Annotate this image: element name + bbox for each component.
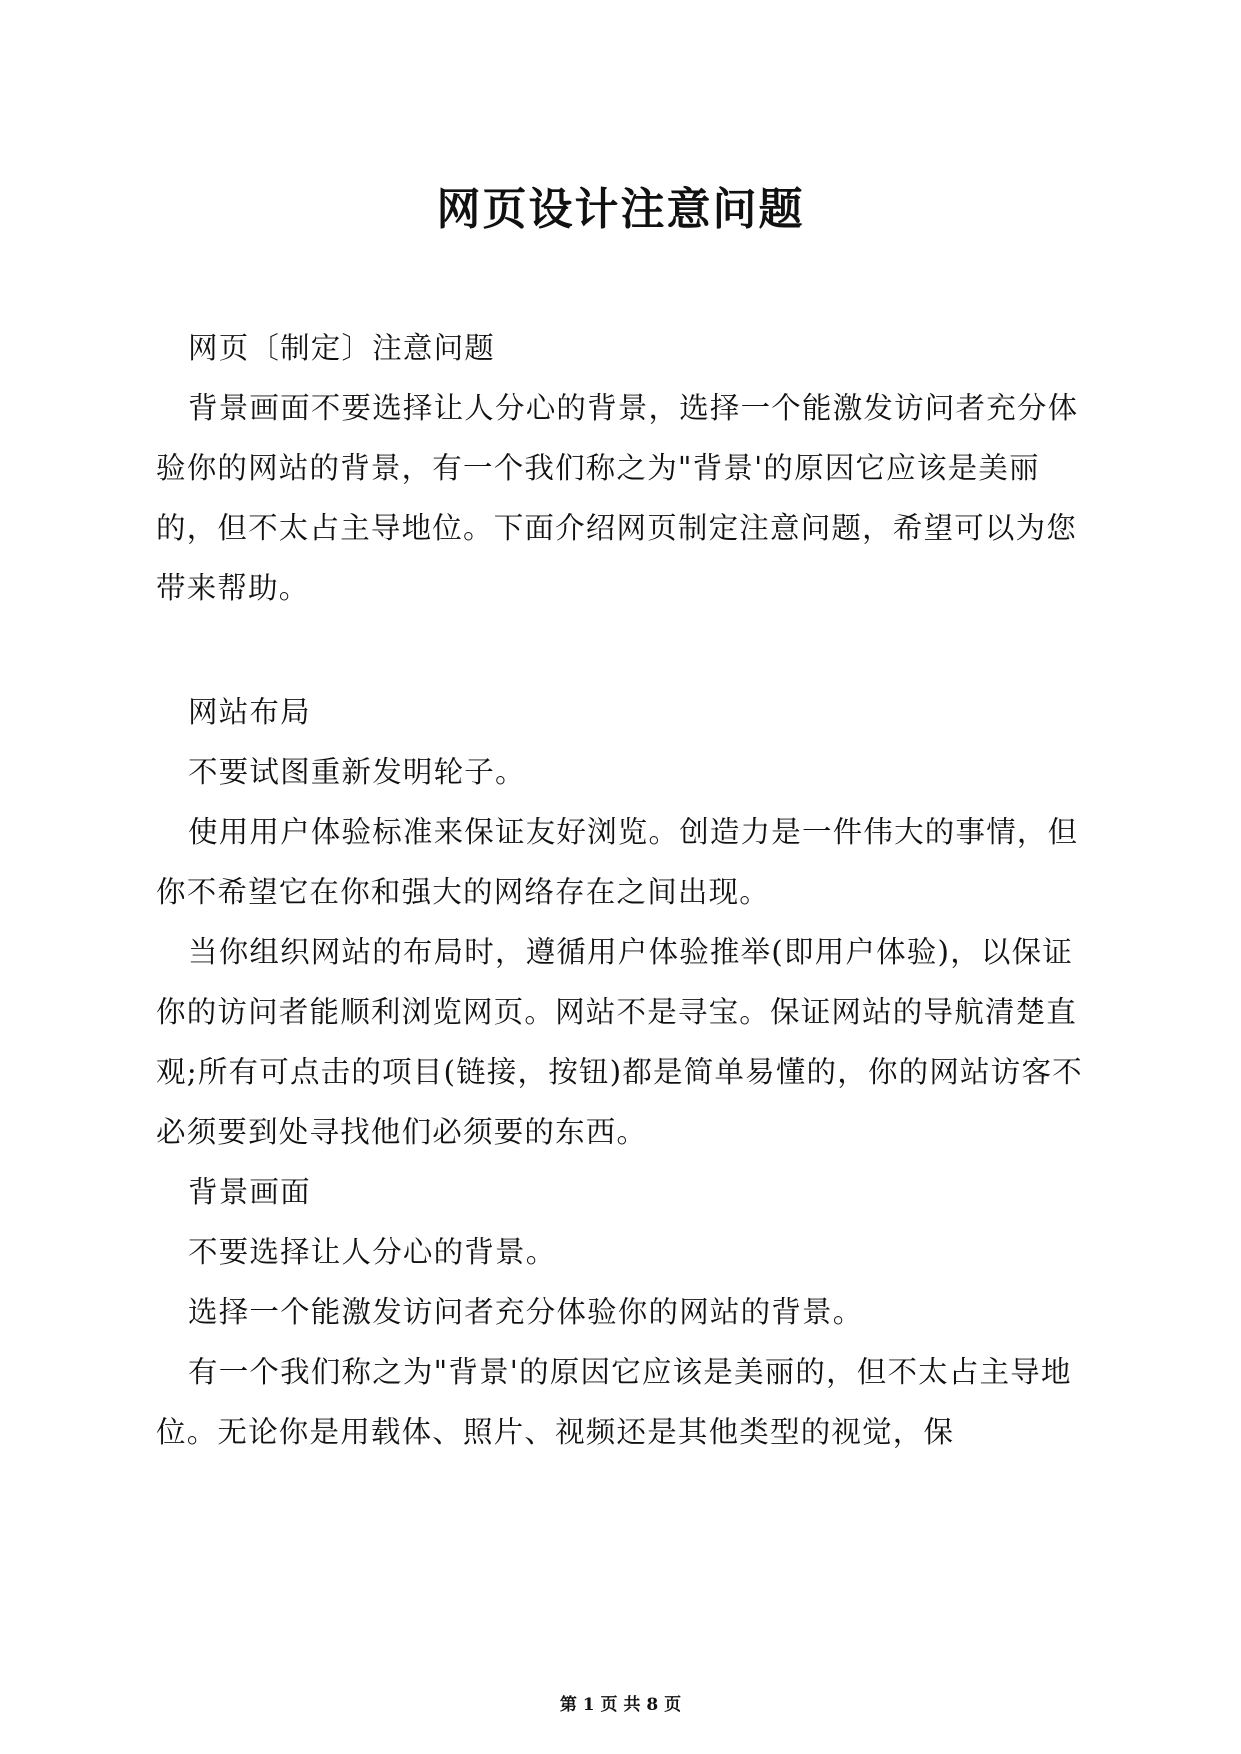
document-title: 网页设计注意问题 — [436, 184, 805, 235]
paragraph: 背景画面不要选择让人分心的背景，选择一个能激发访问者充分体验你的网站的背景，有一个我们称之为"背景'的原因它应该是美丽的，但不太占主导地位。下面介绍网页制定注意问题，希望可以为您带来帮助。 — [156, 391, 1079, 605]
section-heading: 背景画面 — [188, 1175, 311, 1209]
paragraph-spacer — [156, 618, 1088, 682]
paragraph: 当你组织网站的布局时，遵循用户体验推举(即用户体验)，以保证你的访问者能顺利浏览网页。网站不是寻宝。保证网站的导航清楚直观;所有可点击的项目(链接，按钮)都是简单易懂的，你的网站访客不必须要到处寻找他们必须要的东西。 — [156, 935, 1083, 1149]
paragraph: 网页〔制定〕注意问题 — [188, 331, 496, 365]
page-number-footer: 第 1 页 共 8 页 — [559, 1695, 682, 1715]
paragraph: 不要选择让人分心的背景。 — [188, 1235, 557, 1269]
paragraph: 有一个我们称之为"背景'的原因它应该是美丽的，但不太占主导地位。无论你是用载体、照片、视频还是其他类型的视觉，保 — [156, 1355, 1072, 1449]
document-body — [156, 318, 1088, 1462]
paragraph: 选择一个能激发访问者充分体验你的网站的背景。 — [188, 1295, 864, 1329]
paragraph: 使用用户体验标准来保证友好浏览。创造力是一件伟大的事情，但你不希望它在你和强大的网络存在之间出现。 — [156, 815, 1079, 909]
section-heading: 网站布局 — [188, 695, 311, 729]
paragraph: 不要试图重新发明轮子。 — [188, 755, 526, 789]
